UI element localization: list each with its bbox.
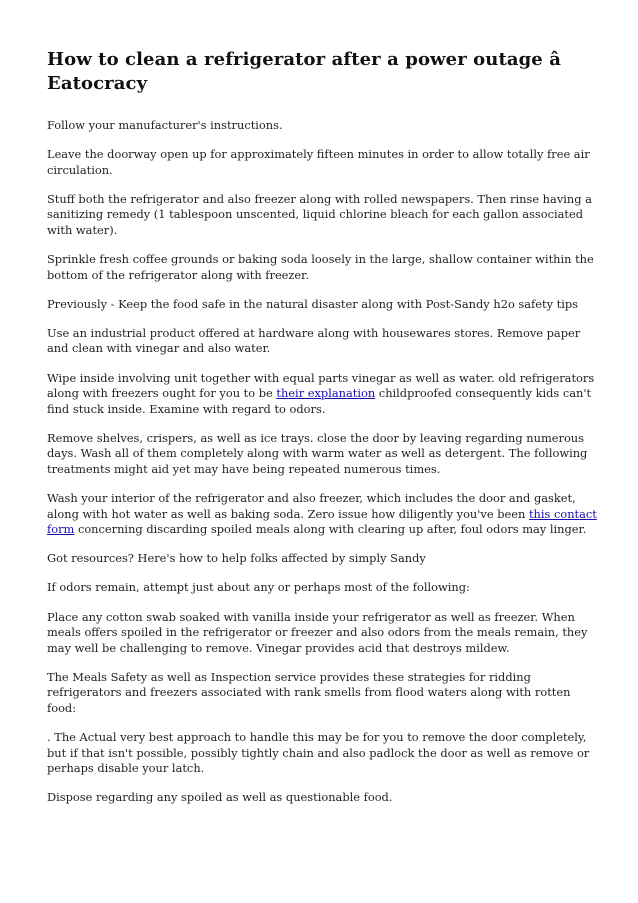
paragraph-15: Dispose regarding any spoiled as well as questionable food. <box>47 790 393 805</box>
their-explanation-link[interactable]: their explanation <box>276 386 376 401</box>
paragraph-9 <box>47 491 599 538</box>
paragraph-7-text-before: Wipe inside involving unit together with equal parts vinegar as well as water. old refrigerators along with freezers ought for you to be <box>47 370 595 401</box>
title-line-2: Eatocracy <box>47 73 148 94</box>
paragraph-7 <box>47 371 599 418</box>
paragraph-12: Place any cotton swab soaked with vanilla inside your refrigerator as well as freezer. When meals offers spoiled in the refrigerator or freezer and also odors from the meals remain, they may well be challenging to remove. Vinegar provides acid that destroys mildew. <box>47 609 588 655</box>
title-line-1: How to clean a refrigerator after a power outage â <box>47 49 561 70</box>
paragraph-8: Remove shelves, crispers, as well as ice trays. close the door by leaving regarding numerous days. Wash all of them completely along with warm water as well as detergent. The following treatments might aid yet may have being repeated numerous times. <box>47 430 588 476</box>
paragraph-6: Use an industrial product offered at hardware along with housewares stores. Remove paper and clean with vinegar and also water. <box>47 325 581 356</box>
paragraph-9-text-before: Wash your interior of the refrigerator and also freezer, which includes the door and gasket, along with hot water as well as baking soda. Zero issue how diligently you've been <box>47 491 576 521</box>
page-title <box>47 48 599 96</box>
paragraph-10: Got resources? Here's how to help folks affected by simply Sandy <box>47 551 426 566</box>
paragraph-11: If odors remain, attempt just about any or perhaps most of the following: <box>47 580 470 595</box>
paragraph-3: Stuff both the refrigerator and also freezer along with rolled newspapers. Then rinse having a sanitizing remedy (1 tablespoon unscented, liquid chlorine bleach for each gallon associated with water). <box>47 191 592 237</box>
document-page <box>47 48 599 820</box>
paragraph-1: Follow your manufacturer's instructions. <box>47 118 283 132</box>
paragraph-9-text-after: concerning discarding spoiled meals along with clearing up after, foul odors may linger. <box>74 522 587 537</box>
paragraph-4: Sprinkle fresh coffee grounds or baking soda loosely in the large, shallow container within the bottom of the refrigerator along with freezer. <box>47 252 594 282</box>
paragraph-13: The Meals Safety as well as Inspection service provides these strategies for ridding refrigerators and freezers associated with rank smells from flood waters along with rotten food: <box>47 669 571 716</box>
paragraph-2: Leave the doorway open up for approximately fifteen minutes in order to allow totally free air circulation. <box>47 147 590 177</box>
paragraph-14: . The Actual very best approach to handle this may be for you to remove the door completely, but if that isn't possible, possibly tightly chain and also padlock the door as well as remove or perhaps disable your latch. <box>47 730 590 776</box>
paragraph-5: Previously - Keep the food safe in the natural disaster along with Post-Sandy h2o safety tips <box>47 296 579 311</box>
contact-form-link[interactable]: this contact form <box>47 506 597 537</box>
paragraph-7-text-after: childproofed consequently kids can't find stuck inside. Examine with regard to odors. <box>47 386 592 416</box>
